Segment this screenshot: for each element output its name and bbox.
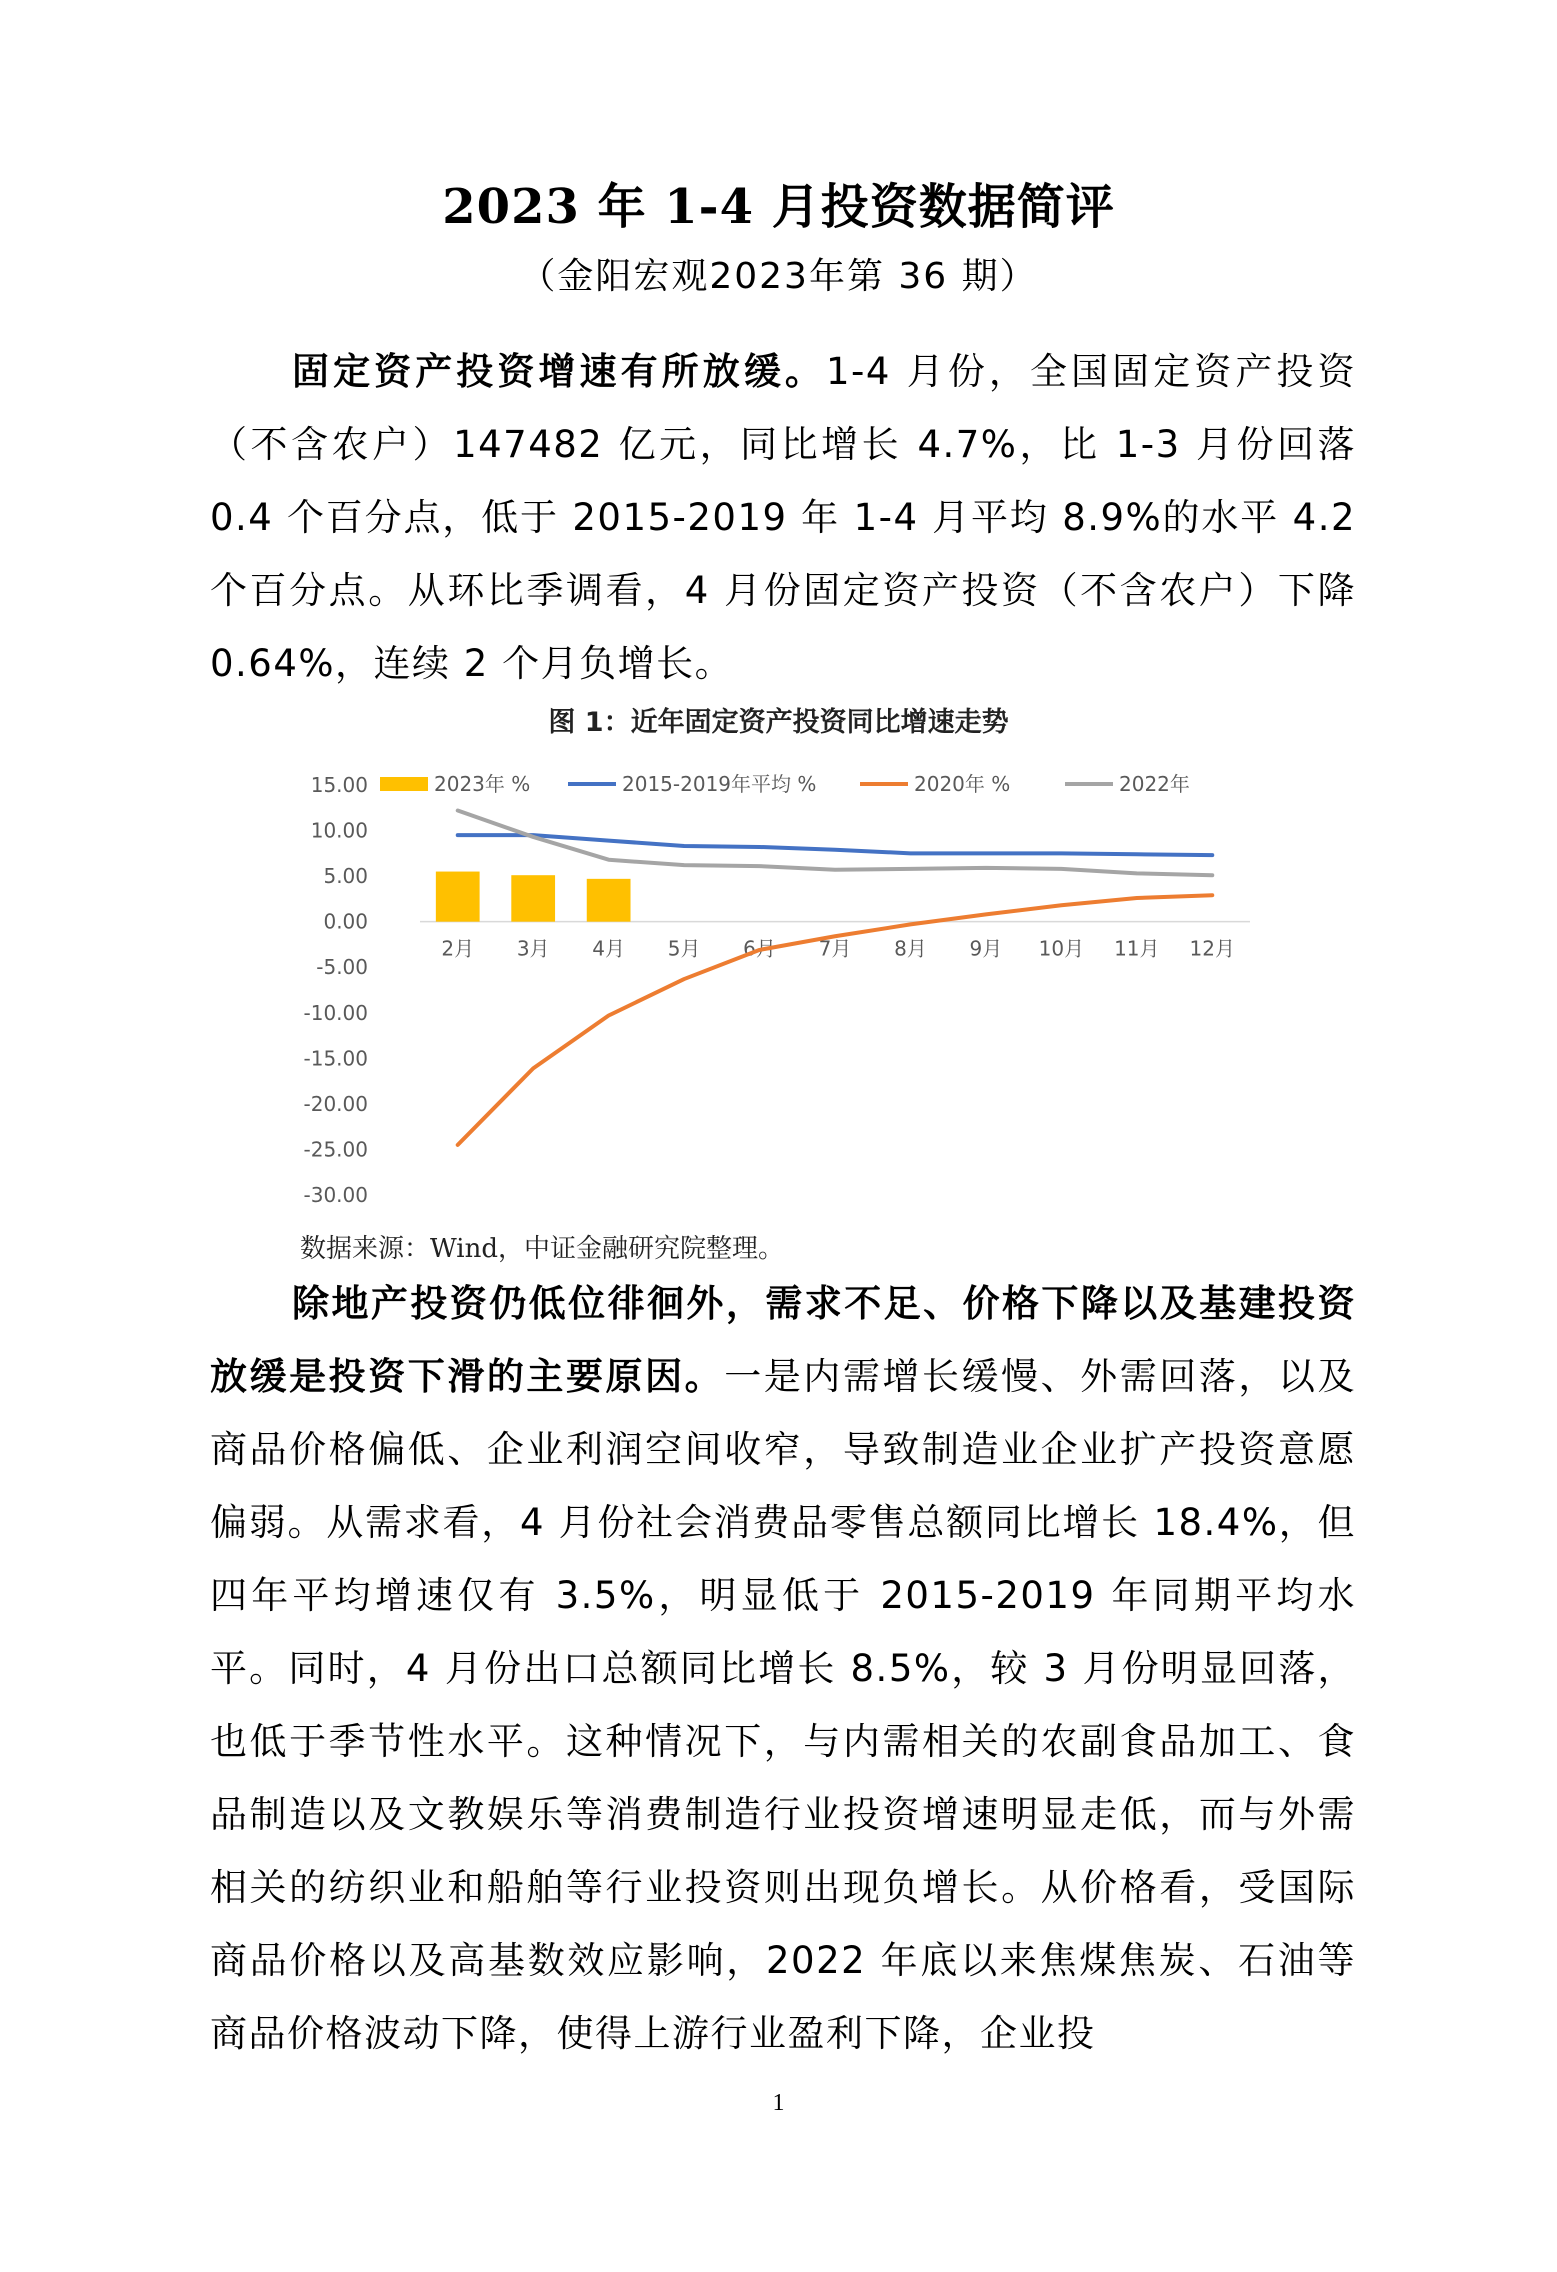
page-number: 1 (772, 2090, 785, 2116)
paragraph-1-body: 1-4 月份，全国固定资产投资（不含农户）147482 亿元，同比增长 4.7%，比 1-3 月份回落 0.4 个百分点，低于 2015-2019 年 1-4 月平均 8.9%的水平 4.2 个百分点。从环比季调看，4 月份固定资产投资（不含农户）下降 0.64%，连续 2 个月负增长。 (210, 350, 1357, 685)
paragraph-2-body: 一是内需增长缓慢、外需回落，以及商品价格偏低、企业利润空间收窄，导致制造业企业扩产投资意愿偏弱。从需求看，4 月份社会消费品零售总额同比增长 18.4%，但四年平均增速仅有 3.5%，明显低于 2015-2019 年同期平均水平。同时，4 月份出口总额同比增长 8.5%，较 3 月份明显回落，也低于季节性水平。这种情况下，与内需相关的农副食品加工、食品制造以及文教娱乐等消费制造行业投资增速明显走低，而与外需相关的纺织业和船舶等行业投资则出现负增长。从价格看，受国际商品价格以及高基数效应影响，2022 年底以来焦煤焦炭、石油等商品价格波动下降，使得上游行业盈利下降，企业投 (210, 1355, 1357, 2055)
bar (436, 872, 480, 922)
y-tick-label: -30.00 (303, 1183, 368, 1207)
paragraph-2-lead: 除地产投资仍低位徘徊外，需求不足、价格下降以及基建投资放缓是投资下滑的主要原因。 (210, 1282, 1356, 1398)
bar (511, 875, 555, 921)
x-tick-label: 9月 (969, 936, 1003, 961)
y-tick-label: -15.00 (303, 1046, 368, 1071)
legend-label: 2023年 % (434, 772, 531, 796)
y-tick-label: 0.00 (323, 909, 368, 934)
y-tick-label: -5.00 (316, 955, 368, 980)
paragraph-1 (210, 335, 1356, 700)
source-note: 数据来源：Wind，中证金融研究院整理。 (300, 1234, 784, 1264)
bar (587, 879, 631, 922)
legend-swatch (380, 777, 428, 791)
legend-label: 2022年 (1119, 772, 1190, 796)
x-tick-label: 3月 (516, 936, 550, 961)
y-tick-label: 15.00 (310, 773, 368, 797)
y-tick-label: 5.00 (323, 864, 368, 889)
investment-growth-chart (290, 760, 1270, 1220)
x-tick-label: 5月 (667, 936, 701, 961)
legend-label: 2020年 % (914, 772, 1011, 796)
y-tick-label: -10.00 (303, 1000, 368, 1025)
y-tick-label: 10.00 (310, 818, 368, 843)
x-tick-label: 11月 (1114, 936, 1160, 961)
legend-label: 2015-2019年平均 % (622, 772, 817, 796)
series-line (458, 895, 1213, 1145)
y-tick-label: -20.00 (303, 1091, 368, 1116)
series-line (458, 835, 1213, 855)
y-tick-label: -25.00 (303, 1137, 368, 1162)
paragraph-2 (210, 1267, 1356, 2070)
document-title: 2023 年 1-4 月投资数据简评 (442, 179, 1115, 235)
document-subtitle: （金阳宏观2023年第 36 期） (519, 256, 1038, 297)
x-tick-label: 10月 (1038, 936, 1085, 961)
x-tick-label: 12月 (1189, 936, 1235, 961)
x-tick-label: 6月 (743, 936, 776, 961)
series-line (458, 811, 1213, 876)
x-tick-label: 2月 (441, 936, 475, 961)
chart-title: 图 1：近年固定资产投资同比增速走势 (548, 707, 1009, 738)
x-tick-label: 7月 (818, 936, 852, 961)
x-tick-label: 4月 (592, 936, 626, 961)
x-tick-label: 8月 (894, 936, 927, 961)
paragraph-1-lead: 固定资产投资增速有所放缓。 (292, 350, 826, 393)
